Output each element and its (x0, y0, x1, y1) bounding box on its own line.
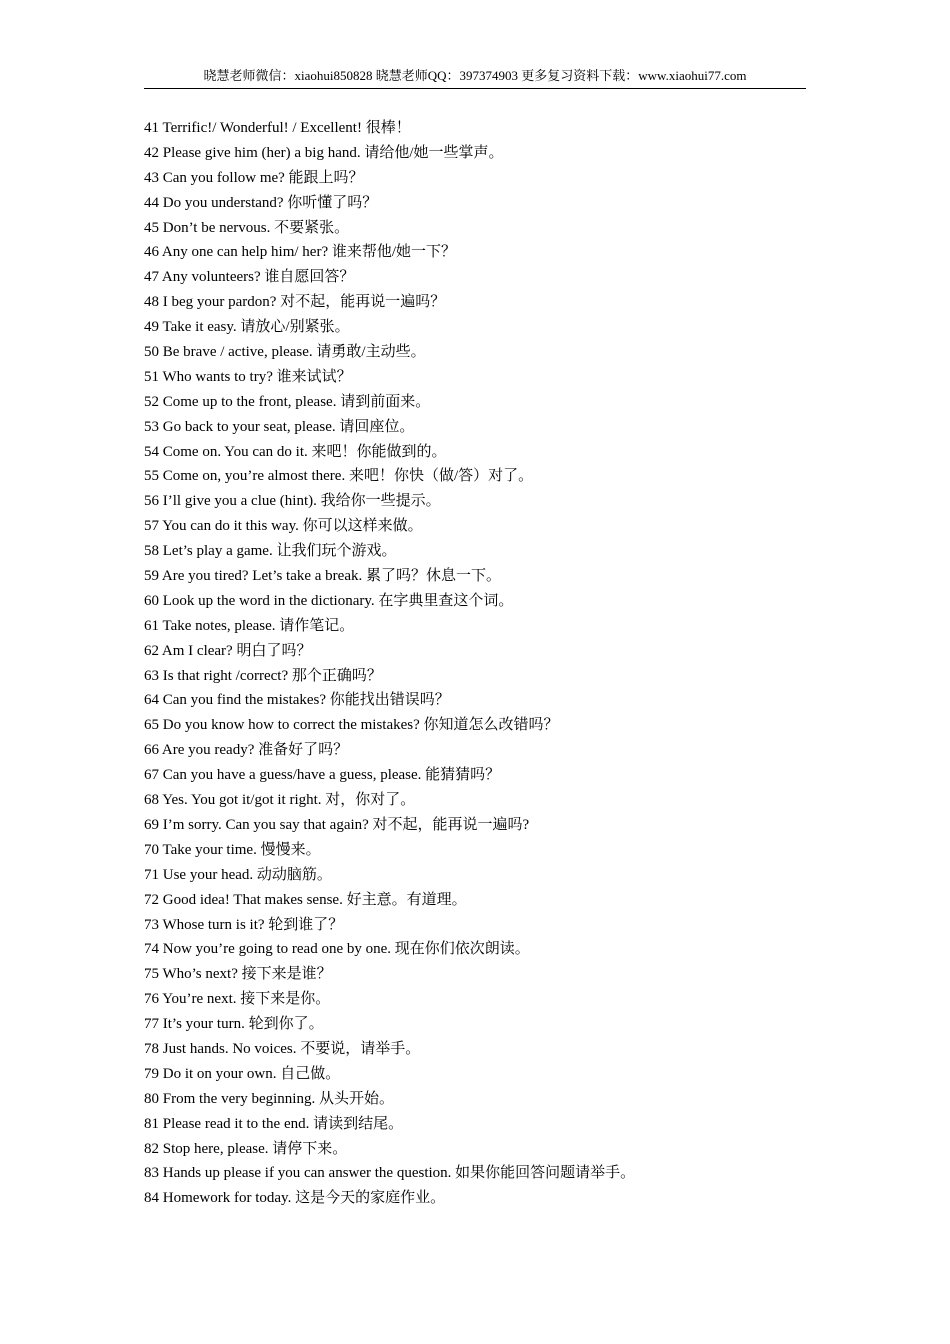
phrase-line-44: 44 Do you understand? 你听懂了吗？ (144, 194, 378, 211)
phrase-line-52: 52 Come up to the front, please. 请到前面来。 (144, 393, 431, 410)
phrase-line-74: 74 Now you’re going to read one by one. 现在你们依次朗读。 (144, 941, 530, 958)
phrase-line-48: 48 I beg your pardon? 对不起，能再说一遍吗？ (144, 294, 446, 311)
phrase-line-76: 76 You’re next. 接下来是你。 (144, 991, 331, 1008)
phrase-line-51: 51 Who wants to try? 谁来试试？ (144, 368, 352, 385)
phrase-line-70: 70 Take your time. 慢慢来。 (144, 841, 321, 858)
phrase-line-53: 53 Go back to your seat, please. 请回座位。 (144, 418, 415, 435)
phrase-line-63: 63 Is that right /correct? 那个正确吗？ (144, 667, 382, 684)
phrase-line-67: 67 Can you have a guess/have a guess, please. 能猜猜吗？ (144, 767, 501, 784)
phrase-line-82: 82 Stop here, please. 请停下来。 (144, 1140, 348, 1157)
phrase-line-58: 58 Let’s play a game. 让我们玩个游戏。 (144, 543, 397, 560)
phrase-line-84: 84 Homework for today. 这是今天的家庭作业。 (144, 1190, 446, 1207)
phrase-line-75: 75 Who’s next? 接下来是谁？ (144, 966, 332, 983)
phrase-line-62: 62 Am I clear? 明白了吗？ (144, 642, 312, 659)
phrase-line-77: 77 It’s your turn. 轮到你了。 (144, 1016, 324, 1033)
phrase-line-80: 80 From the very beginning. 从头开始。 (144, 1090, 394, 1107)
phrase-line-47: 47 Any volunteers? 谁自愿回答？ (144, 269, 355, 286)
phrase-line-81: 81 Please read it to the end. 请读到结尾。 (144, 1115, 404, 1132)
phrase-line-56: 56 I’ll give you a clue (hint). 我给你一些提示。 (144, 493, 441, 510)
phrase-line-61: 61 Take notes, please. 请作笔记。 (144, 617, 355, 634)
phrase-line-60: 60 Look up the word in the dictionary. 在字典里查这个词。 (144, 592, 514, 609)
phrase-list (144, 116, 844, 1211)
phrase-line-57: 57 You can do it this way. 你可以这样来做。 (144, 518, 423, 535)
phrase-line-68: 68 Yes. You got it/got it right. 对，你对了。 (144, 792, 416, 809)
phrase-line-71: 71 Use your head. 动动脑筋。 (144, 866, 332, 883)
phrase-line-59: 59 Are you tired? Let’s take a break. 累了吗？休息一下。 (144, 568, 501, 585)
phrase-line-54: 54 Come on. You can do it. 来吧！你能做到的。 (144, 443, 447, 460)
phrase-line-73: 73 Whose turn is it? 轮到谁了？ (144, 916, 344, 933)
phrase-line-46: 46 Any one can help him/ her? 谁来帮他/她一下？ (144, 244, 457, 261)
phrase-line-49: 49 Take it easy. 请放心/别紧张。 (144, 319, 350, 336)
phrase-line-43: 43 Can you follow me? 能跟上吗？ (144, 169, 364, 186)
phrase-line-65: 65 Do you know how to correct the mistakes? 你知道怎么改错吗？ (144, 717, 559, 734)
phrase-line-55: 55 Come on, you’re almost there. 来吧！你快（做/答）对了。 (144, 468, 534, 485)
phrase-line-45: 45 Don’t be nervous. 不要紧张。 (144, 219, 350, 236)
phrase-line-83: 83 Hands up please if you can answer the question. 如果你能回答问题请举手。 (144, 1165, 636, 1182)
phrase-line-50: 50 Be brave / active, please. 请勇敢/主动些。 (144, 344, 426, 361)
phrase-line-78: 78 Just hands. No voices. 不要说，请举手。 (144, 1040, 421, 1057)
phrase-line-64: 64 Can you find the mistakes? 你能找出错误吗？ (144, 692, 450, 709)
phrase-line-66: 66 Are you ready? 准备好了吗？ (144, 742, 349, 759)
phrase-line-69: 69 I’m sorry. Can you say that again? 对不起，能再说一遍吗? (144, 816, 530, 833)
phrase-line-41: 41 Terrific!/ Wonderful! / Excellent! 很棒！ (144, 120, 411, 136)
phrase-line-79: 79 Do it on your own. 自己做。 (144, 1065, 341, 1082)
page-header: 晓慧老师微信：xiaohui850828 晓慧老师QQ：397374903 更多复习资料下载：www.xiaohui77.com (144, 66, 806, 89)
phrase-line-42: 42 Please give him (her) a big hand. 请给他/她一些掌声。 (144, 144, 504, 161)
phrase-line-72: 72 Good idea! That makes sense. 好主意。有道理。 (144, 891, 467, 908)
